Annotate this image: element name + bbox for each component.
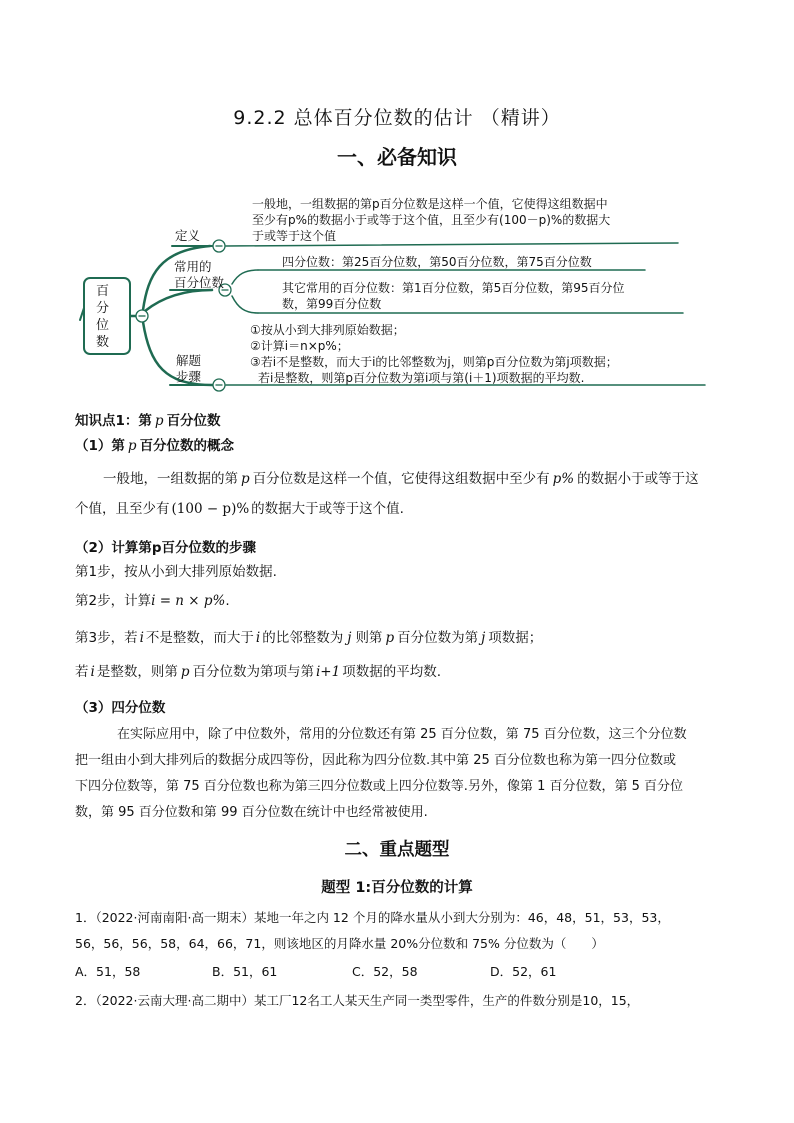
text-run: 百分位数为第项与第 (192, 664, 314, 680)
text-run: . (225, 593, 230, 609)
text-run: 第2步，计算 (75, 593, 152, 609)
others-text-1: 其它常用的百分位数：第1百分位数，第5百分位数，第95百分位 (282, 281, 625, 295)
branch-steps-label-2: 步骤 (176, 369, 202, 384)
text-run: 的比邻整数为 (262, 630, 344, 646)
text-run: 的数据大于或等于这个值. (251, 501, 404, 517)
concept-line-1 (103, 469, 699, 489)
math-var: p (385, 630, 395, 646)
quartile-branch-curve (232, 270, 258, 284)
step-3 (75, 628, 542, 648)
root-char: 数 (96, 335, 110, 350)
question-type-heading: 题型 1:百分位数的计算 (321, 880, 473, 896)
text-run: 则第 (355, 630, 383, 646)
option-d[interactable]: D．52，61 (490, 964, 557, 979)
step-2 (75, 591, 230, 611)
question-line: 1．（2022·河南南阳·高一期末）某地一年之内 12 个月的降水量从小到大分别为：46，48，51，53，53， (75, 910, 670, 925)
question-1-options (75, 962, 556, 980)
mindmap-root-label (96, 283, 109, 351)
math-var: p (180, 664, 190, 680)
math-expr: i = n × p% (151, 593, 226, 609)
definition-line: 至少有p%的数据小于或等于这个值，且至少有(100－p)%的数据大 (252, 213, 611, 227)
kp-heading-var: p (154, 413, 164, 429)
concept-line-2 (75, 499, 404, 519)
section-heading-1: 一、必备知识 (337, 145, 457, 169)
paragraph-line: 把一组由小到大排列后的数据分成四等份，因此称为四分位数.其中第 25 百分位数也称为第一四分位数或 (75, 753, 676, 768)
definition-text (252, 196, 610, 244)
text-run: 不是整数，而大于 (145, 630, 254, 646)
math-expr: (100 − p)% (171, 501, 250, 517)
branch-steps-label-1: 解题 (176, 353, 202, 368)
text-run: 百分位数是这样一个值，它使得这组数据中至少有 (252, 471, 550, 487)
paragraph-line: 下四分位数等，第 75 百分位数也称为第三四分位数或上四分位数等.另外，像第 1 百分位数，第 5 百分位 (75, 779, 684, 794)
others-text-2: 数，第99百分位数 (282, 297, 382, 311)
step-line: ①按从小到大排列原始数据； (250, 323, 405, 337)
question-2: 2．（2022·云南大理·高二期中）某工厂12名工人某天生产同一类型零件，生产的件数分别是10，15， (75, 993, 640, 1008)
root-char: 分 (96, 301, 110, 316)
step-1: 第1步，按从小到大排列原始数据. (75, 564, 277, 580)
text-run: 项数据的平均数. (342, 664, 441, 680)
math-var: i (255, 630, 261, 646)
option-a[interactable]: A．51，58 (75, 964, 141, 979)
quartiles-text: 四分位数：第25百分位数，第50百分位数，第75百分位数 (282, 255, 592, 269)
branch-common-curve (145, 290, 212, 311)
text-run: 个值，且至少有 (75, 501, 170, 517)
concept-heading (75, 434, 234, 454)
knowledge-point-heading (75, 409, 221, 429)
branch-definition-label: 定义 (175, 228, 201, 243)
math-var: p (241, 471, 250, 487)
kp-heading-post: 百分位数 (166, 413, 221, 429)
step-4 (75, 662, 441, 682)
root-char: 位 (96, 318, 110, 333)
others-branch-curve (232, 296, 258, 313)
definition-line: 一般地，一组数据的第p百分位数是这样一个值，它使得这组数据中 (252, 197, 608, 211)
step-line: ③若i不是整数，而大于i的比邻整数为j，则第p百分位数为第j项数据； (250, 355, 618, 369)
branch-common-label-2: 百分位数 (174, 275, 225, 290)
page-title: 9.2.2 总体百分位数的估计 （精讲） (233, 107, 561, 129)
math-var: j (481, 630, 486, 646)
math-expr: i+1 (315, 664, 341, 680)
text-run: 一般地，一组数据的第 (103, 471, 238, 487)
branch-common-label-1: 常用的 (174, 259, 212, 274)
math-var: j (347, 630, 352, 646)
concept-heading-pre: （1）第 (75, 438, 125, 454)
section-heading-2: 二、重点题型 (344, 840, 450, 860)
paragraph-line: 在实际应用中，除了中位数外，常用的分位数还有第 25 百分位数，第 75 百分位数，这三个分位数 (117, 727, 687, 742)
kp-heading-pre: 知识点1：第 (75, 413, 152, 429)
option-b[interactable]: B．51，61 (212, 964, 278, 979)
math-expr: p% (552, 471, 575, 487)
concept-heading-var: p (127, 438, 137, 454)
math-var: i (139, 630, 144, 646)
steps-heading: （2）计算第p百分位数的步骤 (75, 540, 257, 556)
text-run: 第3步，若 (75, 630, 138, 646)
text-run: 项数据； (488, 630, 543, 646)
root-char: 百 (96, 284, 110, 299)
text-run: 的数据小于或等于这 (577, 471, 699, 487)
quartile-heading: （3）四分位数 (75, 700, 166, 716)
text-run: 百分位数为第 (397, 630, 479, 646)
step-line: ②计算i＝n×p%； (250, 339, 349, 353)
question-line: 56，56，56，58，64，66，71，则该地区的月降水量 20%分位数和 75% 分位数为（ ） (75, 936, 604, 951)
math-var: i (90, 664, 95, 680)
steps-text (250, 322, 618, 386)
text-run: 若 (75, 664, 89, 680)
text-run: 是整数，则第 (96, 664, 178, 680)
option-c[interactable]: C．52，58 (352, 964, 418, 979)
step-line: 若i是整数，则第p百分位数为第i项与第(i＋1)项数据的平均数. (258, 371, 585, 385)
paragraph-line: 数，第 95 百分位数和第 99 百分位数在统计中也经常被使用. (75, 805, 428, 820)
question-1 (75, 905, 670, 957)
definition-line: 于或等于这个值 (252, 229, 337, 243)
quartile-paragraph (75, 722, 687, 826)
concept-heading-post: 百分位数的概念 (139, 438, 235, 454)
